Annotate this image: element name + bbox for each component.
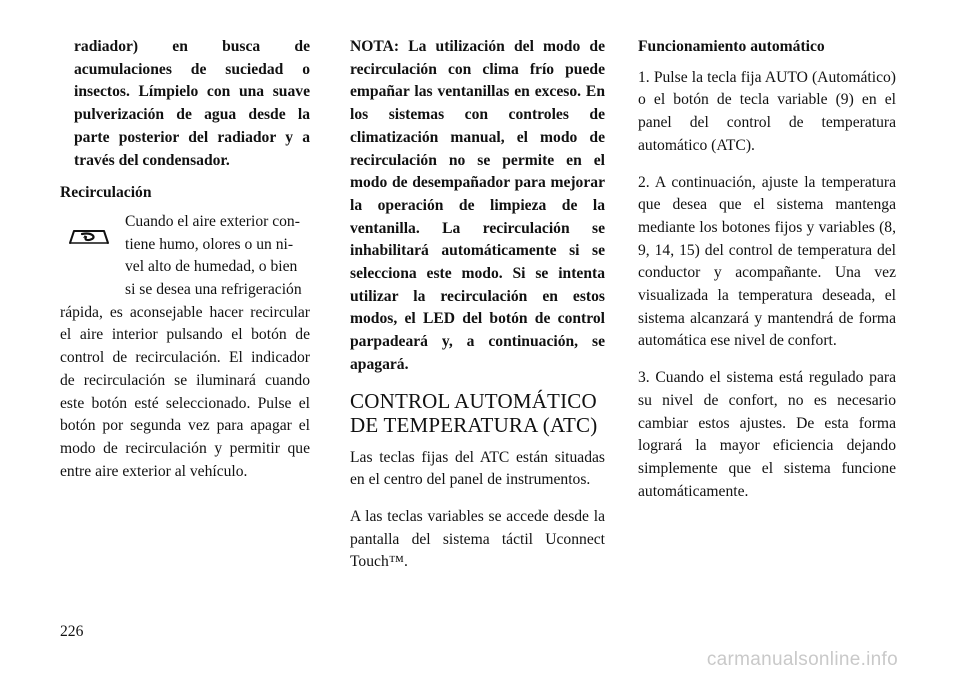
recirculation-line-1: Cuando el aire exterior con- — [125, 212, 300, 230]
section-title-line-2: DE TEMPERATURA (ATC) — [350, 412, 598, 437]
recirculation-icon — [64, 221, 114, 251]
automatic-operation-heading: Funcionamiento automático — [638, 38, 825, 55]
recirculation-line-2: tiene humo, olores o un ni- — [125, 235, 294, 253]
watermark: carmanualsonline.info — [706, 649, 898, 670]
section-title-line-1: CONTROL AUTOMÁTICO — [350, 388, 597, 413]
recirculation-intro — [60, 211, 310, 302]
recirculation-body: rápida, es aconsejable hacer recircular el aire interior pulsando el botón de control de recirculación. El indicador de recirculación se iluminará cuando este botón esté seleccionado. Pulse el botón por segunda vez para apagar el modo de recirculación y permitir que entre aire exterior al vehículo. — [60, 303, 310, 480]
page-number: 226 — [60, 623, 84, 640]
column-right — [638, 36, 896, 503]
recirculation-line-4: si se desea una refrigeración — [125, 281, 302, 299]
column-left — [60, 36, 310, 483]
atc-fixed-keys-paragraph: Las teclas fijas del ATC están situadas en el centro del panel de instrumentos. — [350, 448, 605, 489]
step-2: 2. A continuación, ajuste la temperatura que desea que el sistema mantenga mediante los botones fijos y variables (8, 9, 14, 15) del control de temperatura del conductor y acompañante. Una vez visualizada la temperatura deseada, el sistema alcanzará y mantendrá de forma automática ese nivel de confort. — [638, 173, 896, 350]
recirculation-note: NOTA: La utilización del modo de recirculación con clima frío puede empañar las ventanillas en exceso. En los sistemas con controles de climatización manual, el modo de recirculación no se permite en el modo de desempañador para mejorar la operación de limpieza de la ventanilla. La recirculación se inhabilitará automáticamente si se selecciona este modo. Si se intenta utilizar la recirculación en estos modos, el LED del botón de control parpadeará y, a continuación, se apagará. — [350, 38, 605, 373]
step-3: 3. Cuando el sistema está regulado para su nivel de confort, no es necesario cambiar estos ajustes. De esta forma logrará la mayor eficiencia dejando simplemente que el sistema funcione automáticamente. — [638, 369, 896, 500]
section-title — [350, 389, 605, 437]
recirculation-line-3: vel alto de humedad, o bien — [125, 258, 298, 276]
recirculation-heading: Recirculación — [60, 184, 152, 202]
step-1: 1. Pulse la tecla fija AUTO (Automático) o el botón de tecla variable (9) en el panel del control de temperatura automático (ATC). — [638, 68, 896, 154]
radiator-continuation-text: radiador) en busca de acumulaciones de suciedad o insectos. Límpielo con una suave pulverización de agua desde la parte posterior del radiador y a través del condensador. — [74, 38, 310, 169]
atc-soft-keys-paragraph: A las teclas variables se accede desde la pantalla del sistema táctil Uconnect Touch™. — [350, 507, 605, 571]
column-middle — [350, 36, 605, 574]
